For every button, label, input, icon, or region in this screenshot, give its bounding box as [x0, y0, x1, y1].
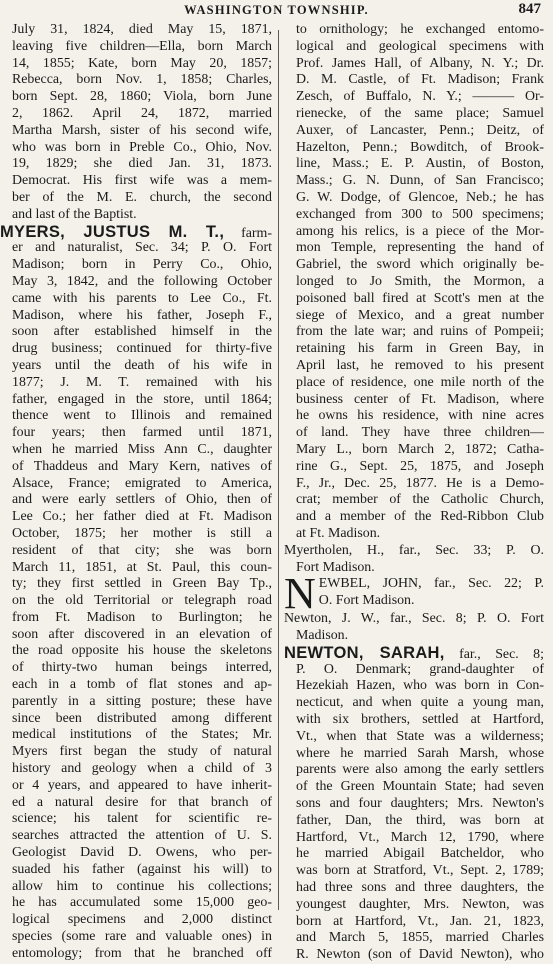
text-line: species (some rare and valuable ones) in [12, 929, 272, 945]
text-line: science; his talent for scientific re- [12, 811, 272, 827]
text-line: who was born in Preble Co., Ohio, Nov. [12, 139, 272, 155]
text-line: Madison, where his father, Joseph F., [12, 307, 272, 323]
continued-entry [0, 22, 272, 224]
text-line: Vt., when that State was a wilderness; [296, 728, 544, 744]
text-line: and a member of the Red-Ribbon Club [296, 509, 544, 525]
text-line: searches attracted the attention of U. S. [12, 828, 272, 844]
entry-myertholen [284, 543, 544, 577]
entry-name: MYERS, JUSTUS M. T., [0, 223, 225, 241]
text-line: logical specimens and 2,000 distinct [12, 912, 272, 928]
text-line: born at Hartford, Vt., Jan. 21, 1823, [296, 913, 544, 929]
text-line: P. O. Denmark; grand-daughter of [296, 661, 544, 677]
text-line: Geologist David D. Owens, who per- [12, 845, 272, 861]
text-line: Zesch, of Buffalo, N. Y.; ——— Or- [296, 89, 544, 105]
text-line: 19, 1829; she died Jan. 31, 1873. [12, 156, 272, 172]
text-line: he owns his residence, with nine acres [296, 408, 544, 424]
text-line: rienecke, of the same place; Samuel [296, 105, 544, 121]
text-line: Madison. [296, 628, 349, 644]
text-line: necticut, and when quite a young man, [296, 695, 544, 711]
text-line: business center of Ft. Madison, where [296, 391, 544, 407]
entry-myers-justus [0, 224, 272, 963]
text-line: years until the death of his wife in [12, 357, 272, 373]
text-line: parently in a sitting posture; these have [12, 693, 272, 709]
text-line: 1877; J. M. T. remained with his [12, 374, 272, 390]
text-line: the road opposite his house the skeletons [12, 643, 272, 659]
text-line: father, Dan, the third, was born at [296, 812, 544, 828]
text-line: since been distributed among different [12, 710, 272, 726]
text-line: he married Abigail Batcheldor, who [296, 846, 544, 862]
running-title: WASHINGTON TOWNSHIP. [184, 3, 369, 17]
text-line: Rebecca, born Nov. 1, 1858; Charles, [12, 72, 272, 88]
text-line: among his relics, is a piece of the Mor- [296, 223, 544, 239]
text-line: G. W. Dodge, of Glencoe, Neb.; he has [296, 189, 544, 205]
text-line: and last of the Baptist. [12, 206, 137, 222]
drop-cap-letter: N [284, 576, 316, 612]
text-line: ty; they first settled in Green Bay Tp., [12, 576, 272, 592]
text-line: suaded his father (against his will) to [12, 861, 272, 877]
text-line: four years; then farmed until 1871, [12, 425, 272, 441]
text-line: of thirty-two human beings interred, [12, 660, 272, 676]
text-line: was born at Stratford, Vt., Sept. 2, 1789; [296, 863, 544, 879]
text-line: R. Newton (son of David Newton), who [296, 947, 544, 963]
text-line: Prof. James Hall, of Albany, N. Y.; Dr. [296, 55, 544, 71]
text-line: born Sept. 28, 1860; Viola, born June [12, 89, 272, 105]
text-line: youngest daughter, Mrs. Newton, was [296, 896, 544, 912]
text-line: poisoned ball fired at Scott's men at the [296, 290, 544, 306]
text-line: October, 1875; her mother is still a [12, 525, 272, 541]
text-line: he has accumulated some 15,000 geo- [12, 895, 272, 911]
text-line: siege of Mexico, and a great number [296, 307, 544, 323]
text-line: entomology; from that he branched off [12, 945, 272, 961]
continued-entry-myers [284, 22, 544, 543]
text-line: soon after established himself in the [12, 324, 272, 340]
text-line: from Ft. Madison to Burlington; he [12, 609, 272, 625]
text-line: Alsace, France; emigrated to America, [12, 475, 272, 491]
text-line: of the Green Mountain State; had seven [296, 779, 544, 795]
entry-newbel [284, 576, 544, 611]
text-line: or 4 years, and appeared to have inherit- [12, 777, 272, 793]
text-line: allow him to continue his collections; [12, 878, 272, 894]
text-line: soon after discovered in an elevation of [12, 626, 272, 642]
text-line: came with his parents to Lee Co., Ft. [12, 290, 272, 306]
text-line: Democrat. His first wife was a mem- [12, 173, 272, 189]
text-line: with six brothers, settled at Hartford, [296, 712, 544, 728]
entry-heading-rest: farm- [241, 225, 272, 241]
left-column [0, 22, 272, 963]
entry-name: NEWTON, SARAH, [284, 644, 445, 662]
text-line: May 3, 1842, and the following October [12, 273, 272, 289]
text-line: at Ft. Madison. [296, 525, 381, 541]
text-line: crat; member of the Catholic Church, [296, 492, 544, 508]
text-line: retaining his farm in Green Bay, in [296, 341, 544, 357]
page-header [0, 0, 553, 24]
text-line: er and naturalist, Sec. 34; P. O. Fort [12, 240, 272, 256]
text-line: parents were also among the early settlers [296, 762, 544, 778]
text-line: to ornithology; he exchanged entomo- [296, 22, 544, 37]
text-line: 14, 1855; Kate, born May 20, 1857; [12, 55, 272, 71]
text-line: Gabriel, the sword which originally be- [296, 257, 544, 273]
text-line: sons and four daughters; Mrs. Newton's [296, 796, 544, 812]
text-line: had three sons and three daughters, the [296, 880, 544, 896]
text-line: Myertholen, H., far., Sec. 33; P. O. [284, 542, 544, 558]
text-line: logical and geological specimens with [296, 38, 544, 54]
text-line: and were early settlers of Ohio, then of [12, 492, 272, 508]
text-line: ed a natural desire for that branch of [12, 794, 272, 810]
entry-heading-line [284, 645, 544, 662]
text-line: from the late war; and ruins of Pompeii; [296, 324, 544, 340]
text-line: drug business; continued for thirty-five [12, 341, 272, 357]
text-line: Mary L., born March 2, 1872; Catha- [296, 441, 544, 457]
right-column [284, 22, 544, 964]
text-line: rine G., Sept. 25, 1875, and Joseph [296, 458, 544, 474]
text-line: Martha Marsh, sister of his second wife, [12, 122, 272, 138]
entry-heading-rest: far., Sec. 8; [459, 646, 544, 662]
page-number: 847 [518, 1, 541, 17]
text-line: line, Mass.; E. P. Austin, of Boston, [296, 156, 544, 172]
text-line: Hezekiah Hazen, who was born in Con- [296, 678, 544, 694]
text-line: Mass.; G. N. Dunn, of San Francisco; [296, 173, 544, 189]
text-line: Madison; born in Perry Co., Ohio, [12, 257, 272, 273]
text-line: place of residence, one mile north of the [296, 374, 544, 390]
text-line: of Thaddeus and Mary Kern, natives of [12, 458, 272, 474]
text-line: EWBEL, JOHN, far., Sec. 22; P. [318, 576, 544, 592]
column-divider [278, 30, 279, 910]
text-line: Fort Madison. [296, 559, 375, 575]
text-line: Auxer, of Lancaster, Penn.; Deitz, of [296, 122, 544, 138]
text-line: resident of that city; she was born [12, 542, 272, 558]
text-line: father, engaged in the store, until 1864; [12, 391, 272, 407]
text-line: F., Jr., Dec. 25, 1877. He is a Demo- [296, 475, 544, 491]
text-line: July 31, 1824, died May 15, 1871, [12, 22, 272, 37]
text-line: ber of the M. E. church, the second [12, 189, 272, 205]
text-line: O. Fort Madison. [318, 593, 415, 609]
text-line: Hartford, Vt., March 12, 1790, where [296, 829, 544, 845]
text-line: medical institutions of the States; Mr. [12, 727, 272, 743]
text-line: March 11, 1851, at St. Paul, this coun- [12, 559, 272, 575]
text-line: of land. They have three children— [296, 425, 544, 441]
text-line: D. M. Castle, of Ft. Madison; Frank [296, 72, 544, 88]
text-line: mon Temple, representing the hand of [296, 240, 544, 256]
text-line: Myers first began the study of natural [12, 744, 272, 760]
text-line: and March 5, 1855, married Charles [296, 930, 544, 946]
text-line: leaving five children—Ella, born March [12, 38, 272, 54]
text-line: exchanged from 300 to 500 specimens; [296, 206, 544, 222]
text-line: longed to Jo Smith, the Mormon, a [296, 273, 544, 289]
text-line: where he married Sarah Marsh, whose [296, 745, 544, 761]
text-line: April last, he removed to his present [296, 357, 544, 373]
entry-newton-jw [284, 611, 544, 645]
text-line: on the old Territorial or telegraph road [12, 593, 272, 609]
text-line: 2, 1862. April 24, 1872, married [12, 105, 272, 121]
text-line: Hazelton, Penn.; Bowditch, of Brook- [296, 139, 544, 155]
text-line: when he married Miss Ann C., daughter [12, 441, 272, 457]
text-line: history and geology when a child of 3 [12, 761, 272, 777]
text-line: Lee Co.; her father died at Ft. Madison [12, 509, 272, 525]
entry-heading-line [0, 224, 272, 241]
text-line: thence went to Illinois and remained [12, 408, 272, 424]
text-line: each in a tomb of flat stones and ap- [12, 677, 272, 693]
entry-newton-sarah [284, 645, 544, 964]
text-line: Newton, J. W., far., Sec. 8; P. O. Fort [284, 611, 544, 627]
